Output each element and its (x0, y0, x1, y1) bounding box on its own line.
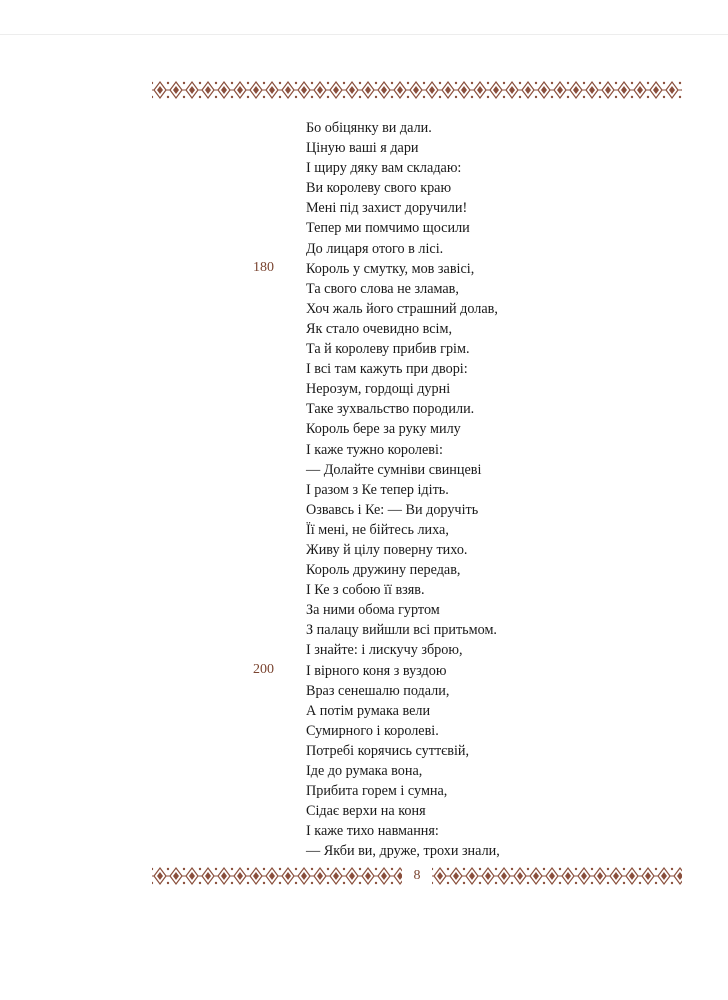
poem-line: Король дружину передав, (306, 562, 461, 579)
poem-line: І всі там кажуть при дворі: (306, 361, 468, 378)
poem-line: І Ке з собою її взяв. (306, 582, 425, 599)
poem-line: Король бере за руку милу (306, 421, 461, 438)
poem-line: І каже тужно королеві: (306, 441, 443, 458)
poem-line: Тепер ми помчимо щосили (306, 220, 470, 237)
poem-line: Озвавсь і Ке: — Ви доручіть (306, 501, 479, 518)
poem-line: Її мені, не бійтесь лиха, (306, 521, 449, 538)
poem-line: — Якби ви, друже, трохи знали, (306, 843, 500, 860)
poem-line: З палацу вийшли всі притьмом. (306, 622, 497, 639)
poem-line: Мені під захист доручили! (306, 200, 468, 217)
line-number-200: 200 (253, 662, 274, 677)
poem-line: За ними обома гуртом (306, 602, 440, 619)
ornament-border-bottom-right (432, 866, 682, 886)
poem-line: Та й королеву прибив грім. (306, 341, 470, 358)
poem-text (306, 118, 500, 861)
page-number: 8 (413, 868, 421, 883)
poem-line: Як стало очевидно всім, (306, 320, 452, 337)
poem-line: Враз сенешалю подали, (306, 682, 450, 699)
poem-line: Король у смутку, мов завісі, (306, 260, 475, 277)
poem-line: І вірного коня з вуздою (306, 662, 447, 679)
ornament-border-bottom-left (152, 866, 402, 886)
poem-line: Живу й цілу поверну тихо. (306, 541, 468, 558)
poem-line: Таке зухвальство породили. (306, 401, 475, 418)
poem-line: А потім румака вели (306, 702, 431, 719)
poem-line: І разом з Ке тепер ідіть. (306, 481, 449, 498)
poem-line: Прибита горем і сумна, (306, 783, 448, 800)
poem-line: Хоч жаль його страшний долав, (306, 300, 498, 317)
poem-line: Потребі корячись суттєвій, (306, 742, 470, 759)
poem-line: І щиру дяку вам складаю: (306, 160, 462, 177)
poem-line: Та свого слова не зламав, (306, 280, 459, 297)
poem-line: — Долайте сумніви свинцеві (306, 461, 482, 478)
poem-line: Іде до румака вона, (306, 763, 423, 779)
page-top-divider (0, 34, 728, 35)
poem-line: Сумирного і королеві. (306, 722, 439, 739)
poem-line: І каже тихо навмання: (306, 823, 439, 840)
ornament-border-top (152, 80, 682, 100)
poem-line: Сідає верхи на коня (306, 803, 426, 820)
line-number-180: 180 (253, 260, 274, 275)
poem-line: Нерозум, гордощі дурні (306, 381, 451, 398)
poem-line: І знайте: і лискучу зброю, (306, 642, 463, 659)
poem-line: Бо обіцянку ви дали. (306, 120, 432, 136)
poem-line: Ціную ваші я дари (306, 140, 419, 157)
poem-line: Ви королеву свого краю (306, 180, 452, 197)
poem-line: До лицаря отого в лісі. (306, 240, 444, 257)
